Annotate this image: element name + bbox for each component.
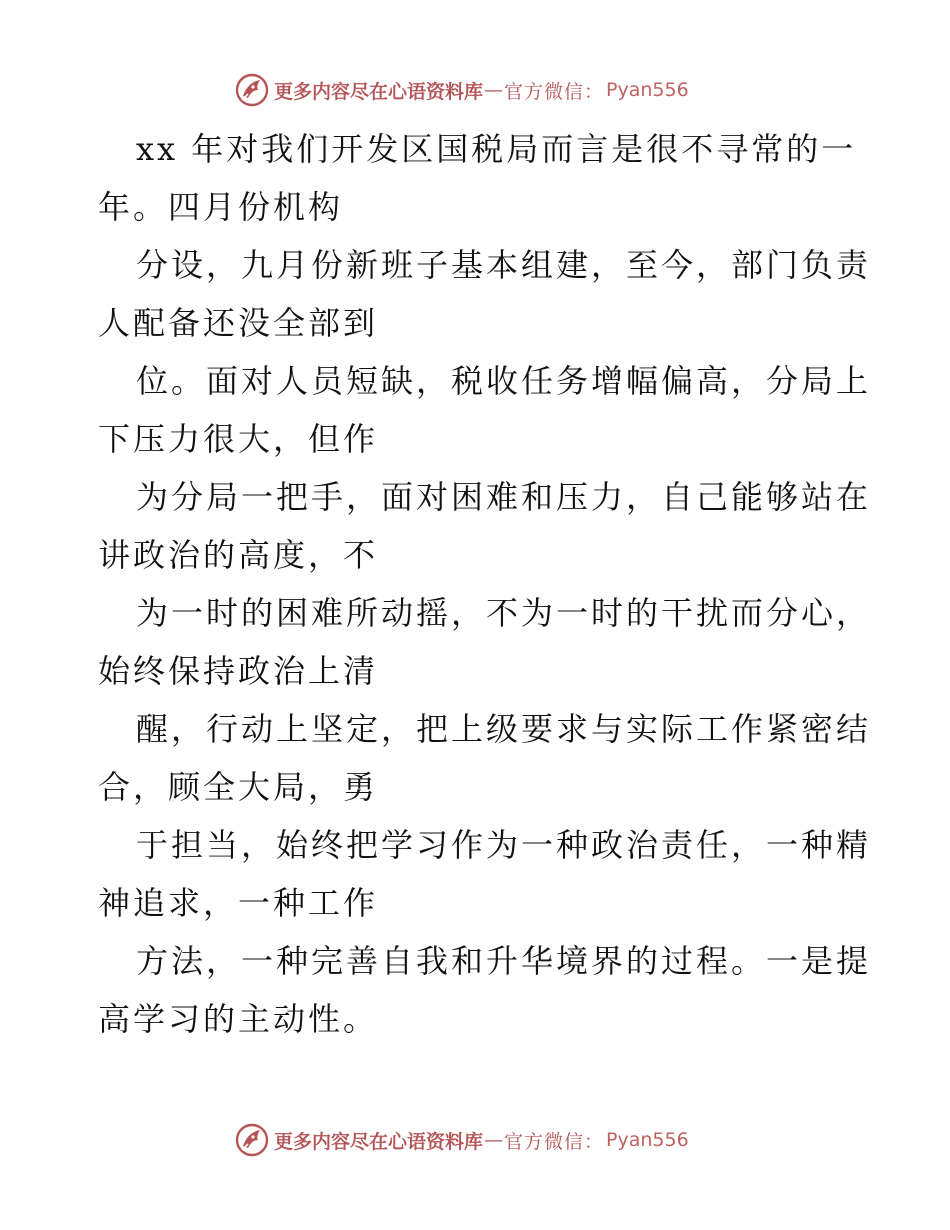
paragraph-line: 始终保持政治上清: [98, 652, 379, 690]
paragraph-line: 为一时的困难所动摇，不为一时的干扰而分心，: [136, 594, 872, 632]
banner-separator: —: [484, 79, 504, 101]
footer-banner: [234, 1120, 689, 1160]
paragraph-line: 于担当，始终把学习作为一种政治责任，一种精: [136, 826, 872, 864]
paragraph-line: 年。四月份机构: [98, 188, 344, 226]
paragraph-1: [98, 120, 858, 236]
banner-library-text: 更多内容尽在心语资料库: [274, 80, 484, 103]
paragraph-7: [98, 816, 872, 932]
paragraph-5: [98, 584, 872, 700]
paragraph-6: [98, 700, 872, 816]
paragraph-3: [98, 352, 872, 468]
paragraph-line: 分设，九月份新班子基本组建，至今，部门负责: [136, 246, 872, 284]
banner-library-text: 更多内容尽在心语资料库: [274, 1130, 484, 1153]
banner-wechat-label: 官方微信：: [504, 1130, 605, 1153]
banner-separator: —: [484, 1129, 504, 1151]
paragraph-line: 讲政治的高度，不: [98, 536, 379, 574]
pen-nib-logo-icon: [234, 1122, 270, 1158]
banner-wechat-id: Pyan556: [606, 1129, 689, 1151]
paragraph-line: 人配备还没全部到: [98, 304, 379, 342]
paragraph-line: 合，顾全大局，勇: [98, 768, 379, 806]
paragraph-4: [98, 468, 872, 584]
paragraph-line: 醒，行动上坚定，把上级要求与实际工作紧密结: [136, 710, 872, 748]
paragraph-line: 神追求，一种工作: [98, 884, 379, 922]
header-banner: [234, 70, 689, 110]
body-text: [98, 120, 872, 1048]
paragraph-line: 下压力很大，但作: [98, 420, 379, 458]
paragraph-2: [98, 236, 872, 352]
banner-wechat-id: Pyan556: [606, 79, 689, 101]
banner-wechat-label: 官方微信：: [504, 80, 605, 103]
paragraph-line: 方法，一种完善自我和升华境界的过程。一是提: [136, 942, 872, 980]
paragraph-8: [98, 932, 872, 1048]
paragraph-line: 位。面对人员短缺，税收任务增幅偏高，分局上: [136, 362, 872, 400]
paragraph-line: 高学习的主动性。: [98, 1000, 379, 1038]
paragraph-line: 为分局一把手，面对困难和压力，自己能够站在: [136, 478, 872, 516]
paragraph-line: xx 年对我们开发区国税局而言是很不寻常的一: [136, 130, 857, 168]
pen-nib-logo-icon: [234, 72, 270, 108]
